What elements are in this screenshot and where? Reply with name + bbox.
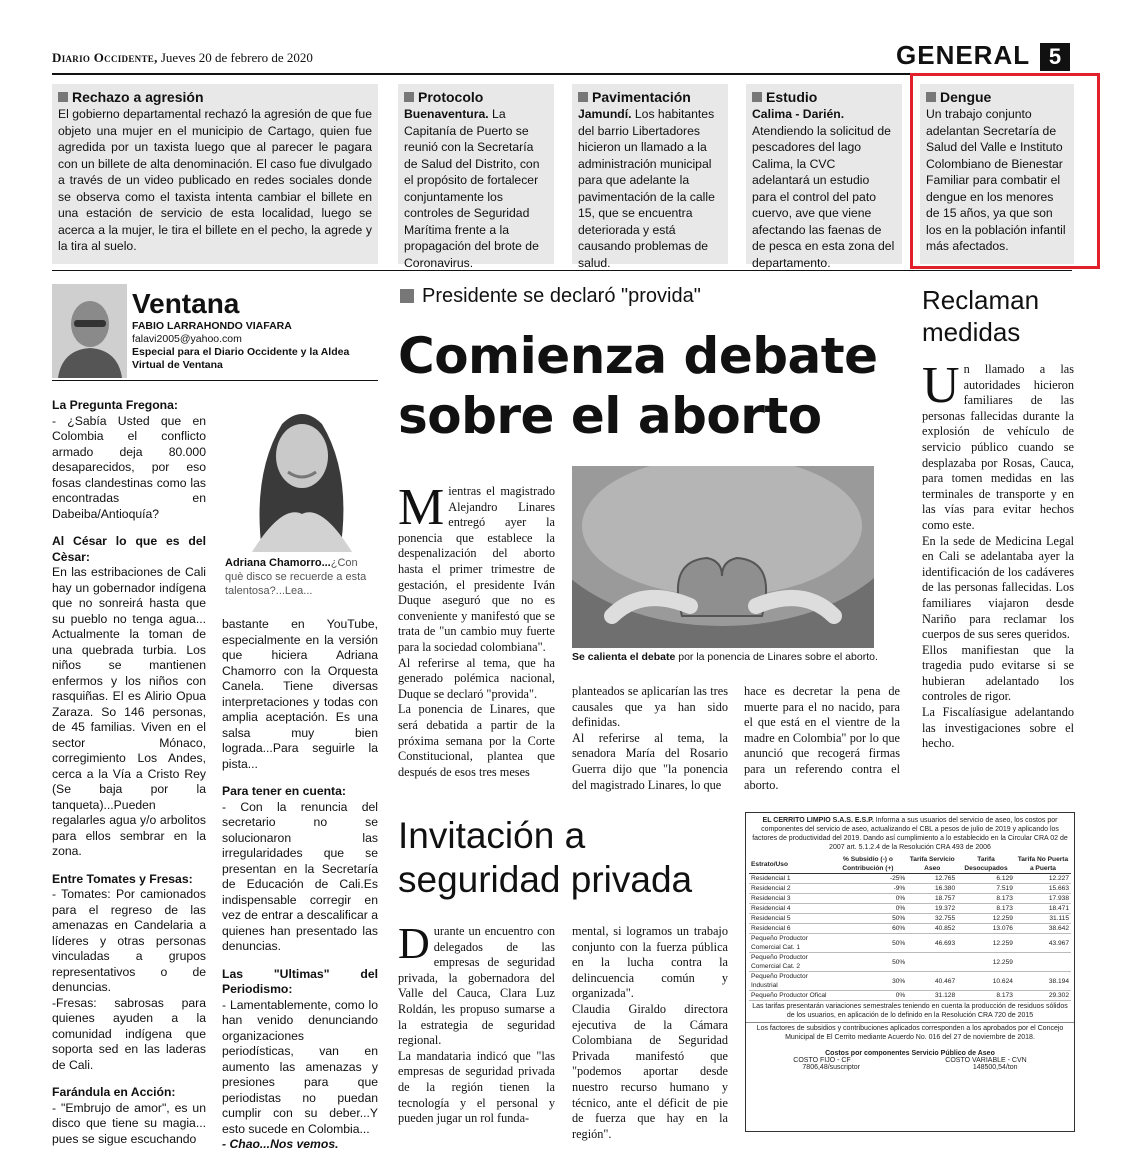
table-cell: 29.302 — [1015, 991, 1071, 1001]
photo-caption — [572, 651, 878, 663]
brief-title: Dengue — [926, 89, 1068, 106]
brief-rule — [52, 270, 1072, 271]
table-cell: 31.115 — [1015, 914, 1071, 924]
item-text: En las estribaciones de Cali hay un gobernador indígena que no sonreirá hasta que su pueblo no tenga agua... Actualmente la toman de una quebrada turbia. Los niños se mantienen enfermos y los niños con rasquiñas. El es Alirio Opua Zaraza. So 146 personas, de 45 familias. Viven en el sector Mónaco, corregimiento Los Andes, cerca a la Vía a Cristo Rey (Se baja por la tanqueta)...Pueden regalarles agua y/o arbolitos para ellos sembrar en la zona. — [52, 565, 206, 858]
table-row — [749, 884, 1071, 894]
item-text: - Tomates: Por camionados para el regreso de las amenazas en Candelaria a líderes y otras personas vinculadas a grupos representativos o de denuncias. — [52, 887, 206, 994]
item — [52, 534, 206, 860]
table-row — [749, 953, 1071, 972]
brief-title: Rechazo a agresión — [58, 89, 372, 106]
table-row — [749, 914, 1071, 924]
company-name: EL CERRITO LIMPIO S.A.S. E.S.P. — [762, 817, 874, 824]
row-label: Residencial 5 — [749, 914, 829, 924]
item-text: - "Embrujo de amor", es un disco que tiene su magia... pues se sigue escuchando — [52, 1100, 206, 1146]
row-label: Pequeño Productor Comercial Cat. 1 — [749, 934, 829, 953]
table-row — [749, 934, 1071, 953]
fixed-cost-label: COSTO FIJO - CF — [793, 1057, 851, 1064]
author-photo — [52, 284, 127, 378]
table-cell — [1015, 953, 1071, 972]
item-heading: Para tener en cuenta: — [222, 784, 346, 798]
issue-date: Jueves 20 de febrero de 2020 — [160, 50, 313, 65]
story-col-b — [572, 684, 728, 793]
author-email[interactable]: falavi2005@yahoo.com — [132, 333, 242, 345]
row-label: Pequeño Productor Ofical — [749, 991, 829, 1001]
story-text: n llamado a las autoridades hicieron familiares de las personas fallecidas durante la explosión de vehículo de servicio público cuando se desplazaba por Rosas, Cauca, para tomen medidas en las terminales de transporte y en las vías para evitar hechos como este. En la sede de Medicina Legal en Cali se adelantaba ayer la identificación de los cadáveres de las personas fallecidas. Los familiares viajaron desde Nariño para reclamar los cuerpos de sus seres queridos. Ellos manifiestan que la tragedia pudo evitarse si se hubieran adelantado los controles de rigor. La Fiscalíasigue adelantando las investigaciones sobre el hecho. — [922, 362, 1074, 751]
column-note: Especial para el Diario Occidente y la Aldea Virtual de Ventana — [132, 346, 350, 371]
second-col-a — [398, 919, 555, 1127]
col-header: Estrato/Uso — [749, 855, 829, 874]
table-cell: 12.259 — [957, 934, 1015, 953]
table-cell: 17.938 — [1015, 894, 1071, 904]
brief-title: Protocolo — [404, 89, 548, 106]
story-text: ientras el magistrado Alejandro Linares entregó ayer la ponencia que establece la despenalización del aborto hasta el primer trimestre de gestación, el presidente Iván Duque aseguró que no es conveniente y manifestó que se trata de "un cambio muy fuerte para la sociedad colombiana". Al referirse al tema, que ha generado polémica nacional, Duque se declaró "provida". La ponencia de Linares, que será debatida a partir de la próxima semana por la Corte Constitucional, plantea que después de esos tres meses — [398, 484, 555, 779]
story-text: mental, si logramos un trabajo conjunto con la fuerza pública en la lucha contra la delincuencia común y organizada". Claudia Giraldo directora ejecutiva de la Cámara Colombiana de Seguridad Privada manifestó que "podemos aportar desde nuestro recurso humano y técnico, ante el déficit de pie de fuerza que hay en la región". — [572, 924, 728, 1141]
table-cell: 8.173 — [957, 991, 1015, 1001]
caption-text: por la ponencia de Linares sobre el aborto. — [675, 651, 878, 663]
table-cell: 30% — [829, 972, 908, 991]
brief-title: Pavimentación — [578, 89, 722, 106]
author-name: FABIO LARRAHONDO VIAFARA — [132, 320, 292, 332]
item — [52, 872, 206, 996]
table-cell: 19.372 — [907, 904, 957, 914]
item — [222, 1137, 378, 1153]
costs-labels — [746, 1057, 1074, 1064]
second-col-b — [572, 924, 728, 1142]
costs-values — [746, 1064, 1074, 1071]
brief-text: Los habitantes del barrio Libertadores hicieron un llamado a la administración municipal para que adelante la pavimentación de la calle 15, que se encuentra deteriorada y está causando problemas de salud. — [578, 107, 715, 270]
table-cell — [907, 953, 957, 972]
item-text: - ¿Sabía Usted que en Colombia el conflicto armado deja 80.000 desaparecidos, por eso fosas clandestinas como las encontradas en Dabeiba/Antioquía? — [52, 413, 206, 521]
brief-lead: Jamundí. — [578, 107, 632, 121]
masthead — [52, 50, 313, 66]
item — [222, 784, 378, 955]
table-cell: 60% — [829, 924, 908, 934]
paper-name: Diario Occidente, — [52, 50, 158, 65]
dropcap: M — [398, 479, 445, 536]
tariff-table — [749, 855, 1071, 1001]
col-header: % Subsidio (-) o Contribución (+) — [829, 855, 908, 874]
dropcap: U — [922, 357, 960, 414]
reclaman-headline: Reclaman medidas — [922, 285, 1040, 347]
table-cell: 6.129 — [957, 874, 1015, 884]
brief-text: Un trabajo conjunto adelantan Secretaría de Salud del Valle e Instituto Colombiano de Bienestar Familiar para combatir el dengue en los menores de 15 años, ya que son los en la población infantil más afectados. — [926, 107, 1066, 253]
column-rule — [52, 380, 378, 381]
story-text: hace es decretar la pena de muerte para el no nacido, para el que está en el vientre de la madre en Colombia" por lo que anunció que recogerá firmas para un referendo contra el aborto. — [744, 684, 900, 792]
row-label: Residencial 6 — [749, 924, 829, 934]
reclaman-body — [922, 357, 1074, 752]
brief-lead: Buenaventura. — [404, 107, 489, 121]
table-cell: 40.852 — [907, 924, 957, 934]
photo-caption — [225, 556, 377, 598]
row-label: Residencial 3 — [749, 894, 829, 904]
item-heading: Las "Ultimas" del Periodismo: — [222, 966, 378, 996]
table-cell: 50% — [829, 934, 908, 953]
col-header: Tarifa No Puerta a Puerta — [1015, 855, 1071, 874]
row-label: Pequeño Productor Industrial — [749, 972, 829, 991]
item-heading: La Pregunta Fregona: — [52, 398, 178, 412]
item — [52, 996, 206, 1074]
table-cell: 31.128 — [907, 991, 957, 1001]
table-cell: 12.259 — [957, 914, 1015, 924]
story-text: urante un encuentro con delegados de las empresas de seguridad privada, la gobernadora del Valle del Cauca, Clara Luz Roldán, les propuso sumarse a la estrategia de seguridad regional. La mandataria indicó que "las empresas de seguridad privada de la región tienen la tecnología y el personal y pueden jugar un rol funda- — [398, 924, 555, 1126]
caption-text: ¿Con què disco se recuerde a esta talentosa?...Lea... — [225, 557, 367, 597]
notice-note-1: Las tarifas presentarán variaciones semestrales teniendo en cuenta la producción de residuos sólidos de los usuarios, en aplicación de lo definido en la Resolución CRA 720 de 2015 — [746, 1001, 1074, 1023]
item — [52, 1085, 206, 1147]
singer-photo — [222, 384, 378, 552]
intro-text: Informa a sus usuarios del servicio de aseo, los costos por componentes del servicio de aseo, actualizando el CBL a pesos de julio de 2019 y aplicando los factores de productividad del 2019. Dando así cumplimiento a lo establecido en la Circular CRA 02 de 2007 art. 5.1.2.4 de la Resolución CRA 493 de 2006 — [752, 817, 1068, 851]
table-row — [749, 904, 1071, 914]
table-cell: 8.173 — [957, 894, 1015, 904]
brief-lead: Calima - Darién. — [752, 107, 845, 121]
item-text: - Con la renuncia del secretario no se solucionaron las irregularidades que se presentan en la Secretaría de Educación de Cali.Es indispensable corregir en vez de entrar a descalificar a quienes han presentado las denuncias. — [222, 799, 378, 953]
brief-estudio — [746, 84, 902, 270]
table-cell: -25% — [829, 874, 908, 884]
table-cell: 0% — [829, 991, 908, 1001]
costs-title: Costos por componentes Servicio Público de Aseo — [825, 1050, 995, 1057]
table-cell: 8.173 — [957, 904, 1015, 914]
dropcap: D — [398, 919, 430, 968]
item-heading: Entre Tomates y Fresas: — [52, 871, 193, 886]
table-cell: 10.624 — [957, 972, 1015, 991]
row-label: Residencial 1 — [749, 874, 829, 884]
item-text: bastante en YouTube, especialmente en la versión que hiciera Adriana Chamorro con la Orquesta Canela. Tiene diversas interpretaciones y todas con amplia aceptación. Es una salsa muy bien lograda...Para seguirle la pista... — [222, 617, 378, 771]
brief-rechazo — [52, 84, 378, 264]
page-number: 5 — [1040, 43, 1070, 71]
table-cell: 38.642 — [1015, 924, 1071, 934]
story-col-c — [744, 684, 900, 793]
table-row — [749, 991, 1071, 1001]
brief-text: El gobierno departamental rechazó la agresión de que fue objeto una mujer en el municipio de Cartago, quien fue agredida por un taxista luego que al parecer le pagara con un billete de alta denominación. El caso fue divulgado a través de un video publicado en redes sociales donde se observa como el taxista intenta cambiar el billete en una estación de servicio de esta localidad, luego se acerca a la mujer, le tira el billete en el pecho, la agrede y la tira al suelo. — [58, 107, 372, 253]
table-cell: 0% — [829, 894, 908, 904]
item-heading: Al César lo que es del Cèsar: — [52, 534, 206, 564]
highlight-box — [910, 73, 1100, 269]
story-col-a — [398, 479, 555, 780]
section-title: GENERAL — [896, 40, 1031, 70]
notice-note-2: Los factores de subsidios y contribuciones aplicados corresponden a los aprobados por el Concejo Municipal de El Cerrito mediante Acuerdo No. 016 del 27 de noviembre de 2018. — [756, 1025, 1064, 1041]
second-headline: Invitación a seguridad privada — [398, 815, 693, 900]
item-text: -Fresas: sabrosas para quienes ayuden a la comunidad indígena que soporta sed en las laderas de Cali. — [52, 995, 206, 1072]
fixed-cost-value: 7806,48/suscriptor — [802, 1064, 860, 1071]
ventana-col-1 — [52, 398, 206, 1147]
item — [52, 398, 206, 522]
caption-name: Adriana Chamorro... — [225, 557, 331, 569]
col-header: Tarifa Servicio Aseo — [907, 855, 957, 874]
brief-text: La Capitanía de Puerto se reunió con la Secretaría de Salud del Distrito, con el propósito de fortalecer conjuntamente los controles de Seguridad Marítima frente a la propagación del brote de Coronavirus. — [404, 107, 540, 270]
variable-cost-value: 148500,54/ton — [972, 1064, 1018, 1071]
row-label: Residencial 4 — [749, 904, 829, 914]
brief-title: Estudio — [752, 89, 896, 106]
table-cell: 7.519 — [957, 884, 1015, 894]
table-cell: 32.755 — [907, 914, 957, 924]
table-row — [749, 924, 1071, 934]
story-photo — [572, 466, 874, 648]
table-cell: 40.467 — [907, 972, 957, 991]
table-cell: 16.380 — [907, 884, 957, 894]
table-row — [749, 894, 1071, 904]
kicker: Presidente se declaró "provida" — [400, 285, 701, 308]
row-label: Residencial 2 — [749, 884, 829, 894]
table-cell: 46.693 — [907, 934, 957, 953]
headline: Comienza debate sobre el aborto — [398, 327, 878, 445]
brief-pavimentacion — [572, 84, 728, 270]
column-title: Ventana — [132, 288, 240, 319]
ventana-col-2 — [222, 617, 378, 1153]
table-cell: 38.194 — [1015, 972, 1071, 991]
table-header-row — [749, 855, 1071, 874]
variable-cost-label: COSTO VARIABLE - CVN — [945, 1057, 1027, 1064]
col-header: Tarifa Desocupados — [957, 855, 1015, 874]
item-heading: Farándula en Acción: — [52, 1085, 176, 1099]
brief-protocolo — [398, 84, 554, 270]
item — [222, 617, 378, 772]
table-cell: 18.471 — [1015, 904, 1071, 914]
table-cell: -9% — [829, 884, 908, 894]
column-byline — [132, 320, 382, 372]
table-cell: 12.765 — [907, 874, 957, 884]
table-row — [749, 972, 1071, 991]
item-text: - Lamentablemente, como lo han venido denunciando organizaciones periodísticas, van en aumento las amenazas y presiones para que periodistas no puedan cumplir con su deber...Y esto sucede en Colombia... — [222, 997, 378, 1136]
caption-bold: Se calienta el debate — [572, 651, 676, 663]
table-cell: 50% — [829, 914, 908, 924]
table-cell: 18.757 — [907, 894, 957, 904]
table-row — [749, 874, 1071, 884]
notice-intro — [746, 813, 1074, 855]
item-text: - Chao...Nos vemos. — [222, 1137, 339, 1151]
table-cell: 50% — [829, 953, 908, 972]
table-cell: 0% — [829, 904, 908, 914]
table-cell: 15.663 — [1015, 884, 1071, 894]
story-text: planteados se aplicarían las tres causales que ya han sido definidas. Al referirse al tema, la senadora María del Rosario Guerra dijo que "la ponencia del magistrado Linares, lo que — [572, 684, 728, 792]
tariff-notice — [745, 812, 1075, 1132]
row-label: Pequeño Productor Comercial Cat. 2 — [749, 953, 829, 972]
table-cell: 12.227 — [1015, 874, 1071, 884]
table-cell: 12.259 — [957, 953, 1015, 972]
table-cell: 43.967 — [1015, 934, 1071, 953]
table-cell: 13.076 — [957, 924, 1015, 934]
brief-text: Atendiendo la solicitud de pescadores del lago Calima, la CVC adelantará un estudio para el control del pato cuervo, ave que viene afectando las faenas de de pesca en esta zona del departamento. — [752, 123, 895, 270]
item — [222, 967, 378, 1138]
